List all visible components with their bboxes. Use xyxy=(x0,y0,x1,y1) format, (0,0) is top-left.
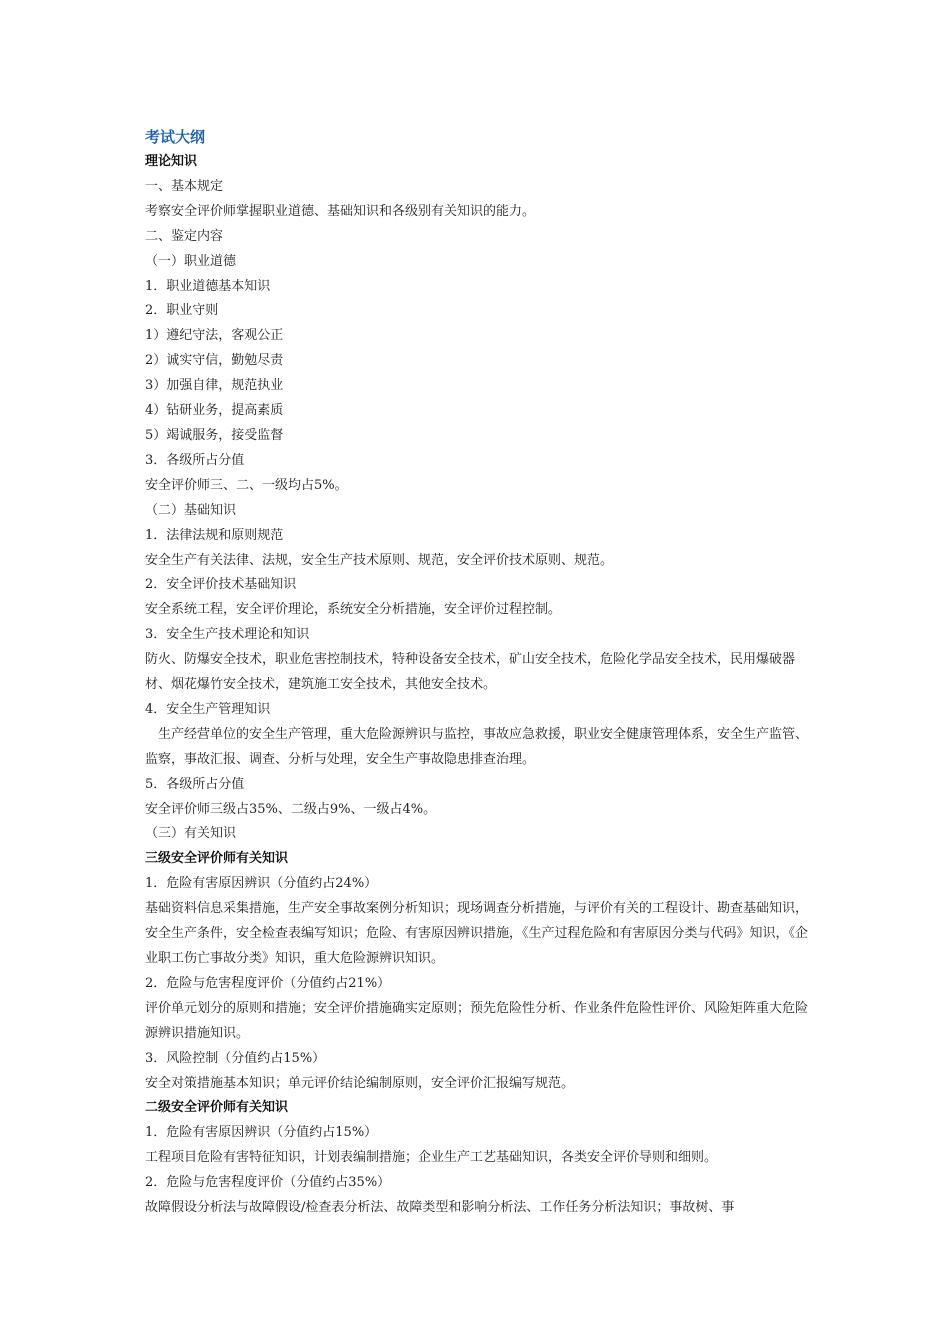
body-line: 工程项目危险有害特征知识，计划表编制措施；企业生产工艺基础知识，各类安全评价导则和细则。 xyxy=(145,1150,718,1166)
body-line: 评价单元划分的原则和措施；安全评价措施确实定原则；预先危险性分析、作业条件危险性评价、风险矩阵重大危险源辨识措施知识。 xyxy=(145,1000,809,1041)
body-line: （一）职业道德 xyxy=(145,253,237,269)
body-line: 2）诚实守信，勤勉尽责 xyxy=(145,353,284,369)
body-line: 5）竭诚服务，接受监督 xyxy=(145,427,284,443)
body-line: 安全系统工程，安全评价理论，系统安全分析措施，安全评价过程控制。 xyxy=(145,602,562,618)
section-heading: 三级安全评价师有关知识 xyxy=(145,851,289,867)
section-heading: 二级安全评价师有关知识 xyxy=(145,1100,289,1116)
body-line: 3．风险控制（分值约占15%） xyxy=(145,1050,326,1066)
body-line: 1．危险有害原因辨识（分值约占15%） xyxy=(145,1125,378,1141)
body-line: 故障假设分析法与故障假设/检查表分析法、故障类型和影响分析法、工作任务分析法知识；事故树、事 xyxy=(145,1200,735,1216)
body-line: 5．各级所占分值 xyxy=(145,776,245,792)
section-heading: 理论知识 xyxy=(145,154,198,169)
body-line: （二）基础知识 xyxy=(145,502,237,518)
body-line: 考察安全评价师掌握职业道德、基础知识和各级别有关知识的能力。 xyxy=(145,203,536,219)
body-line: 基础资料信息采集措施，生产安全事故案例分析知识；现场调查分析措施，与评价有关的工程设计、勘查基础知识，安全生产条件，安全检查表编写知识；危险、有害原因辨识措施，《生产过程危险和有害原因分类与代码》知识，《企业职工伤亡事故分类》知识，重大危险源辨识知识。 xyxy=(145,901,809,966)
body-line: 3）加强自律，规范执业 xyxy=(145,378,284,394)
body-line: 1．法律法规和原则规范 xyxy=(145,527,284,543)
body-line: 3．安全生产技术理论和知识 xyxy=(145,627,310,643)
document-page xyxy=(145,124,810,1221)
document-title: 考试大纲 xyxy=(145,128,206,146)
body-line: 安全评价师三级占35%、二级占9%、一级占4%。 xyxy=(145,801,437,817)
body-line: 安全生产有关法律、法规，安全生产技术原则、规范，安全评价技术原则、规范。 xyxy=(145,552,614,568)
body-line: 4）钻研业务，提高素质 xyxy=(145,403,284,419)
body-line: 1．危险有害原因辨识（分值约占24%） xyxy=(145,876,378,892)
body-line: 一、基本规定 xyxy=(145,178,224,194)
body-line: 2．职业守则 xyxy=(145,303,219,319)
body-line: 2．危险与危害程度评价（分值约占21%） xyxy=(145,975,391,991)
body-line: 安全对策措施基本知识；单元评价结论编制原则，安全评价汇报编写规范。 xyxy=(145,1075,575,1091)
body-line: 2．安全评价技术基础知识 xyxy=(145,577,297,593)
body-line: 二、鉴定内容 xyxy=(145,228,224,244)
body-line: 3．各级所占分值 xyxy=(145,452,245,468)
body-line: 防火、防爆安全技术，职业危害控制技术，特种设备安全技术，矿山安全技术，危险化学品安全技术，民用爆破器材、烟花爆竹安全技术，建筑施工安全技术，其他安全技术。 xyxy=(145,652,796,693)
body-line: （三）有关知识 xyxy=(145,826,237,842)
document-body xyxy=(145,150,810,1221)
body-line: 1．职业道德基本知识 xyxy=(145,278,271,294)
body-line: 安全评价师三、二、一级均占5%。 xyxy=(145,477,348,493)
body-line: 2．危险与危害程度评价（分值约占35%） xyxy=(145,1175,391,1191)
body-line: 1）遵纪守法，客观公正 xyxy=(145,328,284,344)
body-line: 生产经营单位的安全生产管理，重大危险源辨识与监控，事故应急救援，职业安全健康管理体系，安全生产监管、监察，事故汇报、调查、分析与处理，安全生产事故隐患排查治理。 xyxy=(145,726,809,767)
body-line: 4．安全生产管理知识 xyxy=(145,701,271,717)
